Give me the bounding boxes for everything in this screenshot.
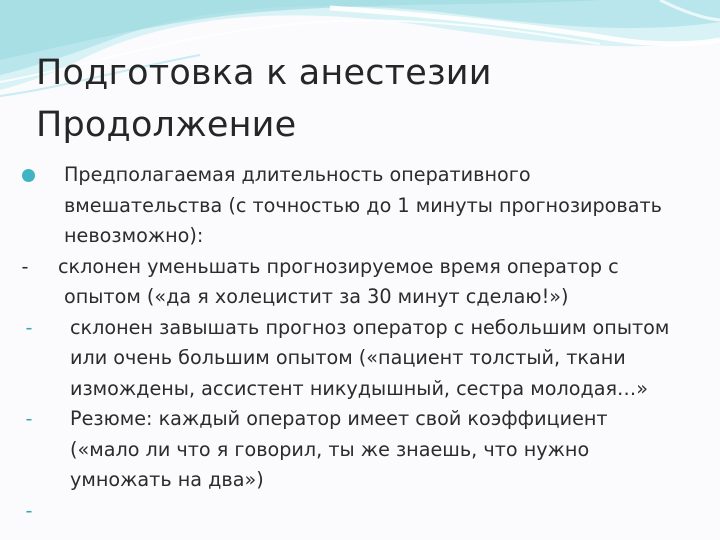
dash-item-line: умножать на два») bbox=[70, 468, 264, 491]
bullet-item bbox=[36, 160, 698, 252]
dash-item-line: измождены, ассистент никудышный, сестра молодая…» bbox=[70, 376, 648, 400]
dash-item-line: или очень большим опытом («пациент толстый, ткани bbox=[70, 346, 626, 369]
slide-body bbox=[18, 160, 698, 526]
dash-item-line: склонен завышать прогноз оператор с небольшим опытом bbox=[70, 315, 670, 339]
slide-title bbox=[36, 47, 696, 151]
dash-item bbox=[18, 252, 698, 313]
slide-title-line-1: Подготовка к анестезии bbox=[36, 53, 492, 93]
slide-title-line-2: Продолжение bbox=[36, 105, 297, 145]
bullet-line: вмешательства (с точностью до 1 минуты прогнозировать bbox=[64, 193, 662, 217]
bullet-line: невозможно): bbox=[64, 224, 204, 247]
dash-item-empty bbox=[18, 496, 698, 526]
dash-marker: - bbox=[21, 254, 29, 278]
bullet-dot-icon bbox=[22, 169, 35, 182]
dash-item-line: («мало ли что я говорил, ты же знаешь, что нужно bbox=[70, 437, 590, 461]
dash-marker: - bbox=[25, 407, 33, 430]
dash-item bbox=[18, 404, 698, 496]
dash-item bbox=[18, 313, 698, 405]
dash-marker: - bbox=[25, 498, 33, 522]
bullet-line: Предполагаемая длительность оперативного bbox=[64, 163, 531, 186]
dash-item-line: склонен уменьшать прогнозируемое время оператор с bbox=[58, 254, 619, 278]
dash-item-line: опытом («да я холецистит за 30 минут сделаю!») bbox=[64, 285, 569, 308]
dash-item-line: Резюме: каждый оператор имеет свой коэффициент bbox=[70, 407, 608, 430]
dash-marker: - bbox=[25, 315, 33, 339]
